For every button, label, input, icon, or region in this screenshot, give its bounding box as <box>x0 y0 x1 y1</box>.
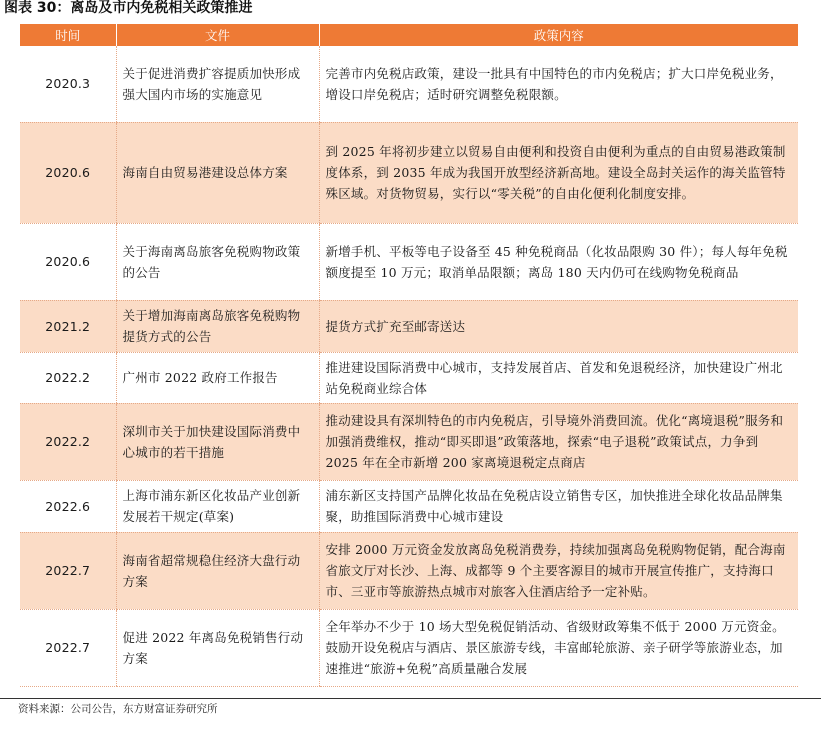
table-body <box>20 46 798 686</box>
date-cell: 2022.2 <box>20 352 116 403</box>
header-date: 时间 <box>20 24 116 46</box>
document-cell: 促进 2022 年离岛免税销售行动方案 <box>116 609 319 686</box>
document-cell: 关于增加海南离岛旅客免税购物提货方式的公告 <box>116 300 319 352</box>
table-header-row <box>20 24 798 46</box>
document-cell: 关于促进消费扩容提质加快形成强大国内市场的实施意见 <box>116 46 319 122</box>
document-cell: 海南自由贸易港建设总体方案 <box>116 122 319 223</box>
content-cell: 推动建设具有深圳特色的市内免税店，引导境外消费回流。优化“离境退税”服务和加强消费维权，推动“即买即退”政策落地，探索“电子退税”政策试点，力争到 2025 年在全市新增 200 家离境退税定点商店 <box>319 403 798 480</box>
table-row <box>20 403 798 480</box>
date-cell: 2022.7 <box>20 532 116 609</box>
table-row <box>20 300 798 352</box>
table-row <box>20 122 798 223</box>
document-cell: 海南省超常规稳住经济大盘行动方案 <box>116 532 319 609</box>
policy-table <box>20 24 798 687</box>
table-row <box>20 46 798 122</box>
table-row <box>20 352 798 403</box>
date-cell: 2022.2 <box>20 403 116 480</box>
date-cell: 2022.6 <box>20 480 116 532</box>
table-row <box>20 532 798 609</box>
footer-rule <box>0 698 821 699</box>
date-cell: 2020.3 <box>20 46 116 122</box>
content-cell: 到 2025 年将初步建立以贸易自由便利和投资自由便利为重点的自由贸易港政策制度体系，到 2035 年成为我国开放型经济新高地。建设全岛封关运作的海关监管特殊区域。对货物贸易，实行以“零关税”的自由化便利化制度安排。 <box>319 122 798 223</box>
policy-table-container <box>20 24 798 687</box>
content-cell: 推进建设国际消费中心城市，支持发展首店、首发和免退税经济，加快建设广州北站免税商业综合体 <box>319 352 798 403</box>
content-cell: 完善市内免税店政策，建设一批具有中国特色的市内免税店；扩大口岸免税业务，增设口岸免税店；适时研究调整免税限额。 <box>319 46 798 122</box>
source-note: 资料来源：公司公告，东方财富证券研究所 <box>18 703 218 715</box>
header-content: 政策内容 <box>319 24 798 46</box>
content-cell: 新增手机、平板等电子设备至 45 种免税商品（化妆品限购 30 件）；每人每年免税额度提至 10 万元；取消单品限额；离岛 180 天内仍可在线购物免税商品 <box>319 223 798 300</box>
table-row <box>20 223 798 300</box>
table-row <box>20 480 798 532</box>
date-cell: 2020.6 <box>20 223 116 300</box>
content-cell: 提货方式扩充至邮寄送达 <box>319 300 798 352</box>
table-row <box>20 609 798 686</box>
document-cell: 上海市浦东新区化妆品产业创新发展若干规定(草案) <box>116 480 319 532</box>
date-cell: 2022.7 <box>20 609 116 686</box>
content-cell: 全年举办不少于 10 场大型免税促销活动、省级财政筹集不低于 2000 万元资金。鼓励开设免税店与酒店、景区旅游专线，丰富邮轮旅游、亲子研学等旅游业态，加速推进“旅游+免税”高质量融合发展 <box>319 609 798 686</box>
document-cell: 关于海南离岛旅客免税购物政策的公告 <box>116 223 319 300</box>
content-cell: 安排 2000 万元资金发放离岛免税消费券，持续加强离岛免税购物促销，配合海南省旅文厅对长沙、上海、成都等 9 个主要客源目的城市开展宣传推广，支持海口市、三亚市等旅游热点城市对旅客入住酒店给予一定补贴。 <box>319 532 798 609</box>
document-cell: 深圳市关于加快建设国际消费中心城市的若干措施 <box>116 403 319 480</box>
date-cell: 2020.6 <box>20 122 116 223</box>
header-document: 文件 <box>116 24 319 46</box>
date-cell: 2021.2 <box>20 300 116 352</box>
figure-title: 图表 30：离岛及市内免税相关政策推进 <box>4 0 253 16</box>
content-cell: 浦东新区支持国产品牌化妆品在免税店设立销售专区，加快推进全球化妆品品牌集聚，助推国际消费中心城市建设 <box>319 480 798 532</box>
document-cell: 广州市 2022 政府工作报告 <box>116 352 319 403</box>
